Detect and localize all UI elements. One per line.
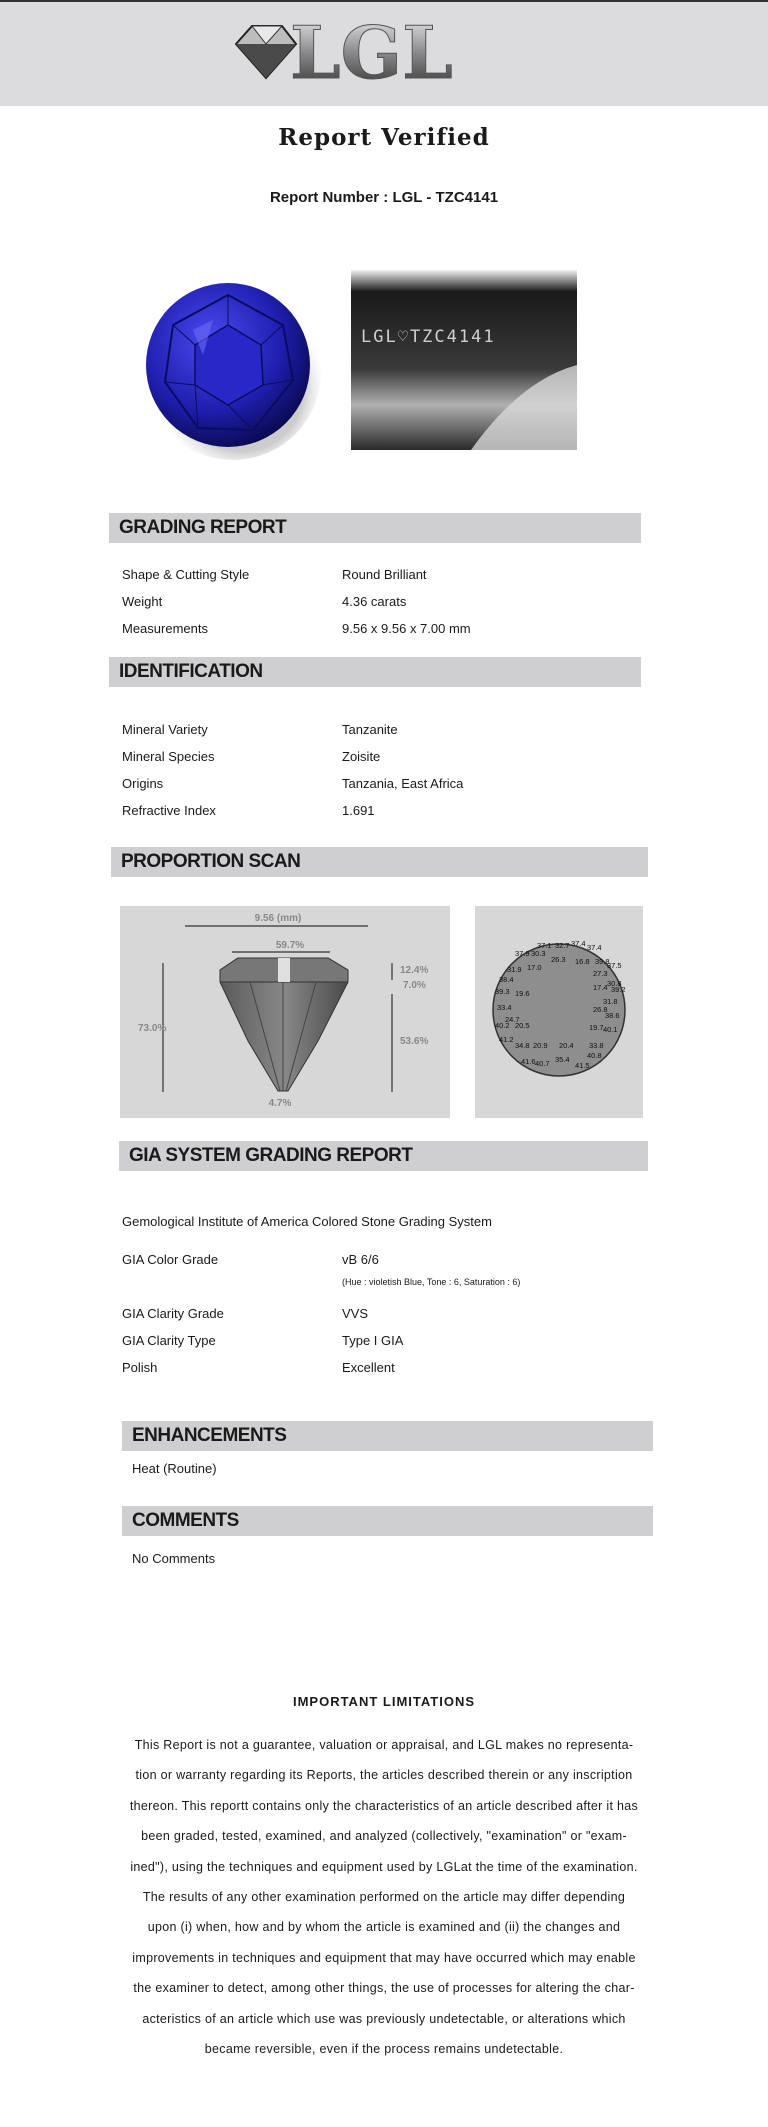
limitations-line: This Report is not a guarantee, valuation or appraisal, and LGL makes no representa- xyxy=(134,1738,634,1752)
grading-report-heading: GRADING REPORT xyxy=(109,513,641,543)
top-view-reading: 35.4 xyxy=(555,1055,570,1064)
top-view-reading: 41.5 xyxy=(575,1061,590,1070)
identification-heading: IDENTIFICATION xyxy=(109,657,641,687)
top-view-reading: 40.7 xyxy=(535,1059,550,1068)
row-label: Refractive Index xyxy=(122,803,216,818)
row-value: Zoisite xyxy=(342,749,381,764)
limitations-line: been graded, tested, examined, and analyzed (collectively, "examination" or "exam- xyxy=(141,1829,627,1844)
girdle-inscription-photo xyxy=(351,270,577,450)
enhancements-text: Heat (Routine) xyxy=(132,1461,217,1476)
lgl-logo xyxy=(230,14,500,94)
top-view-reading: 30.8 xyxy=(607,979,622,988)
limitations-line: upon (i) when, how and by whom the article is examined and (ii) the changes and xyxy=(147,1920,621,1935)
top-view-reading: 19.7 xyxy=(589,1023,604,1032)
top-view-reading: 19.6 xyxy=(515,989,530,998)
report-number: Report Number : LGL - TZC4141 xyxy=(269,189,499,206)
crown-label: 12.4% xyxy=(400,965,429,976)
gia-color-note: (Hue : violetish Blue, Tone : 6, Saturation : 6) xyxy=(342,1277,521,1287)
top-view-reading: 16.8 xyxy=(575,957,590,966)
limitations-line: improvements in techniques and equipment that may have occurred which may enable xyxy=(132,1950,636,1965)
diameter-label: 9.56 (mm) xyxy=(254,913,302,924)
row-label: GIA Color Grade xyxy=(122,1252,219,1267)
top-view-reading: 37.4 xyxy=(587,943,602,952)
top-view-reading: 26.3 xyxy=(551,955,566,964)
top-view-reading: 24.7 xyxy=(505,1015,520,1024)
limitations-heading: IMPORTANT LIMITATIONS xyxy=(292,1694,476,1709)
row-value: VVS xyxy=(342,1306,369,1321)
top-view-reading: 40.8 xyxy=(587,1051,602,1060)
top-view-reading: 38.4 xyxy=(499,975,514,984)
proportion-side-profile xyxy=(120,906,450,1118)
limitations-line: The results of any other examination performed on the article may differ depending xyxy=(142,1890,626,1905)
header-banner xyxy=(0,0,768,106)
row-value: Tanzanite xyxy=(342,722,398,737)
row-value: Round Brilliant xyxy=(342,567,427,582)
proportion-scan-heading: PROPORTION SCAN xyxy=(111,847,648,877)
top-view-reading: 41.6 xyxy=(521,1057,536,1066)
gia-heading: GIA SYSTEM GRADING REPORT xyxy=(119,1141,648,1171)
depth-label: 73.0% xyxy=(138,1023,167,1034)
top-view-reading: 17.4 xyxy=(593,983,608,992)
top-view-reading: 33.4 xyxy=(497,1003,512,1012)
row-label: Mineral Variety xyxy=(122,722,208,737)
row-value: 1.691 xyxy=(342,803,375,818)
row-value: 4.36 carats xyxy=(342,594,407,609)
top-view-reading: 30.3 xyxy=(531,949,546,958)
top-view-reading: 40.1 xyxy=(603,1025,618,1034)
top-view-reading: 32.7 xyxy=(555,941,570,950)
girdle-label: 7.0% xyxy=(403,980,426,991)
top-view-reading: 20.5 xyxy=(515,1021,530,1030)
table-label: 59.7% xyxy=(275,940,305,951)
top-view-reading: 34.8 xyxy=(515,1041,530,1050)
row-label: GIA Clarity Grade xyxy=(122,1306,224,1321)
top-view-reading: 17.0 xyxy=(527,963,542,972)
comments-heading: COMMENTS xyxy=(122,1506,653,1536)
row-value: vB 6/6 xyxy=(342,1252,379,1267)
gem-photo xyxy=(133,270,323,460)
top-view-reading: 38.6 xyxy=(605,1011,620,1020)
top-view-reading: 27.3 xyxy=(593,969,608,978)
row-label: GIA Clarity Type xyxy=(122,1333,216,1348)
row-label: Weight xyxy=(122,594,163,609)
top-view-reading: 39.2 xyxy=(611,985,626,994)
gia-system-text: Gemological Institute of America Colored Stone Grading System xyxy=(122,1214,492,1229)
limitations-line: ined"), using the techniques and equipment used by LGLat the time of the examination. xyxy=(130,1859,638,1874)
comments-text: No Comments xyxy=(132,1551,216,1566)
top-view-reading: 37.5 xyxy=(607,961,622,970)
limitations-text xyxy=(118,1730,650,2064)
top-view-reading: 33.8 xyxy=(589,1041,604,1050)
top-view-reading: 31.9 xyxy=(507,965,522,974)
top-view-reading: 26.8 xyxy=(593,1005,608,1014)
limitations-line: tion or warranty regarding its Reports, the articles described therein or any inscription xyxy=(135,1768,633,1783)
top-view-reading: 41.2 xyxy=(499,1035,514,1044)
pavilion-label: 53.6% xyxy=(400,1036,429,1047)
proportion-top-view xyxy=(475,906,643,1118)
row-label: Origins xyxy=(122,776,164,791)
row-value: 9.56 x 9.56 x 7.00 mm xyxy=(342,621,471,636)
limitations-line: the examiner to detect, among other things, the use of processes for altering the char- xyxy=(133,1981,635,1996)
row-label: Shape & Cutting Style xyxy=(122,567,250,582)
logo-text: LGL xyxy=(290,14,453,94)
row-label: Measurements xyxy=(122,621,208,636)
top-view-reading: 39.3 xyxy=(495,987,510,996)
top-view-reading: 31.8 xyxy=(603,997,618,1006)
page-title: Report Verified xyxy=(278,124,490,151)
enhancements-heading: ENHANCEMENTS xyxy=(122,1421,653,1451)
row-label: Polish xyxy=(122,1360,158,1375)
inscription-text: LGL♡TZC4141 xyxy=(361,327,496,347)
top-view-reading: 40.2 xyxy=(495,1021,510,1030)
limitations-line: became reversible, even if the process remains undetectable. xyxy=(204,2042,564,2057)
limitations-line: thereon. This reportt contains only the characteristics of an article described after it has xyxy=(129,1798,639,1813)
top-view-reading: 39.8 xyxy=(595,957,610,966)
row-label: Mineral Species xyxy=(122,749,215,764)
top-view-reading: 37.9 xyxy=(515,949,530,958)
top-view-reading: 37.1 xyxy=(537,941,552,950)
limitations-line: acteristics of an article which use was previously undetectable, or alterations which xyxy=(142,2011,626,2026)
top-view-reading: 37.4 xyxy=(571,939,586,948)
row-value: Type I GIA xyxy=(342,1333,404,1348)
top-view-reading: 20.9 xyxy=(533,1041,548,1050)
row-value: Excellent xyxy=(342,1360,395,1375)
top-view-reading: 20.4 xyxy=(559,1041,574,1050)
row-value: Tanzania, East Africa xyxy=(342,776,464,791)
culet-label: 4.7% xyxy=(268,1098,292,1109)
